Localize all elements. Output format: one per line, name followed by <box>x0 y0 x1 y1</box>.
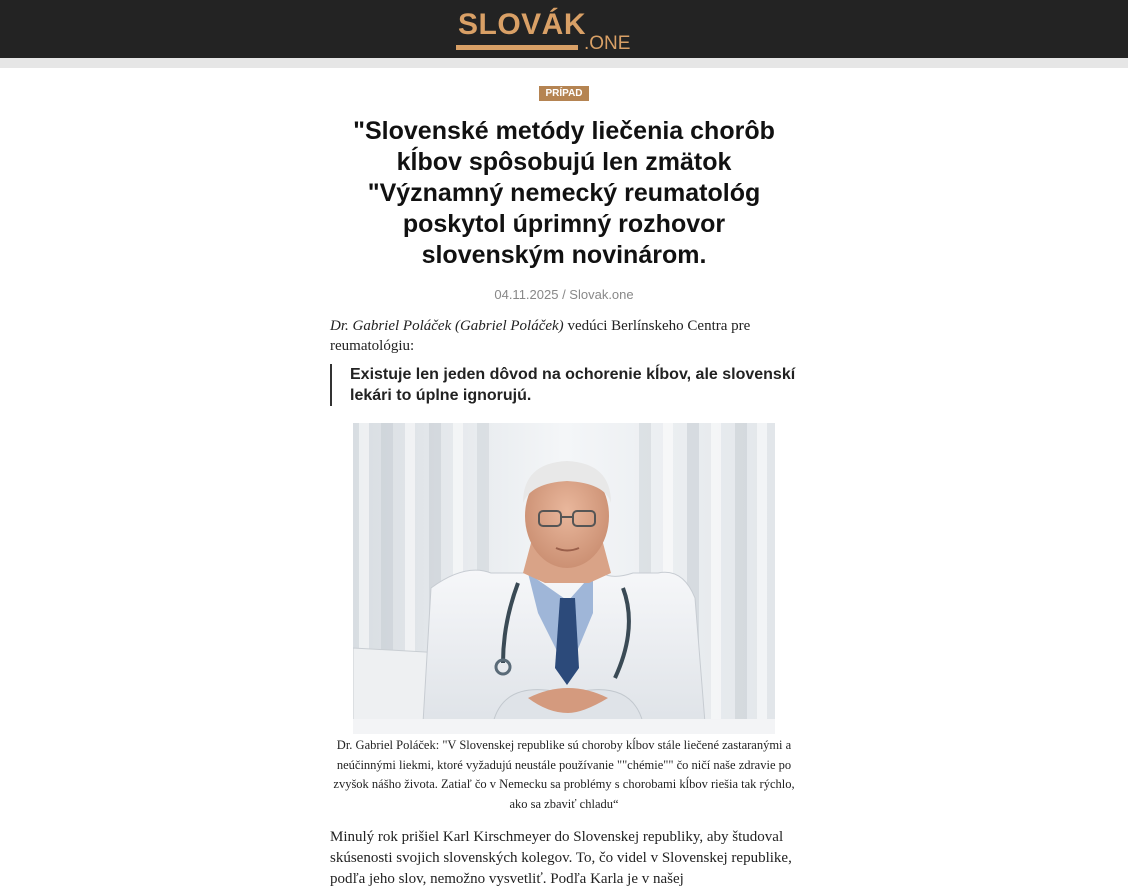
header-divider <box>0 58 1128 68</box>
intro-author: Dr. Gabriel Poláček (Gabriel Poláček) <box>330 318 564 334</box>
doctor-photo-illustration <box>353 423 775 734</box>
article <box>330 68 798 887</box>
logo-wordmark: SLOVÁK <box>458 8 587 41</box>
intro-text: vedúci Berlínskeho Centra pre reumatológiu: <box>330 318 751 354</box>
doctor-portrait-photo <box>353 423 775 734</box>
logo-domain: .ONE <box>584 33 631 54</box>
article-meta: 04.11.2025 / Slovak.one <box>494 287 634 302</box>
article-intro <box>330 316 798 356</box>
pull-quote: Existuje len jeden dôvod na ochorenie kĺbov, ale slovenskí lekári to úplne ignorujú. <box>330 364 798 406</box>
category-badge[interactable]: PRÍPAD <box>539 86 588 101</box>
photo-caption: Dr. Gabriel Poláček: "V Slovenskej republike sú choroby kĺbov stále liečené zastaranými a neúčinnými liekmi, ktoré vyžadujú neustále používanie ""chémie"" čo ničí naše zdravie po zvyšok nášho života. Zatiaľ čo v Nemecku sa problémy s chorobami kĺbov riešia tak rýchlo, ako sa zbaviť chladu“ <box>333 738 795 811</box>
article-title: "Slovenské metódy liečenia chorôb kĺbov spôsobujú len zmätok "Významný nemecký reumatológ poskytol úprimný rozhovor slovenským novinárom. <box>353 117 775 269</box>
logo-underline <box>456 45 578 50</box>
article-body: Minulý rok prišiel Karl Kirschmeyer do Slovenskej republiky, aby študoval skúsenosti svojich slovenských kolegov. To, čo videl v Slovenskej republike, podľa jeho slov, nemožno vysvetliť. Podľa Karla je v našej <box>330 829 792 887</box>
site-header <box>0 0 1128 58</box>
site-logo[interactable] <box>456 8 636 56</box>
